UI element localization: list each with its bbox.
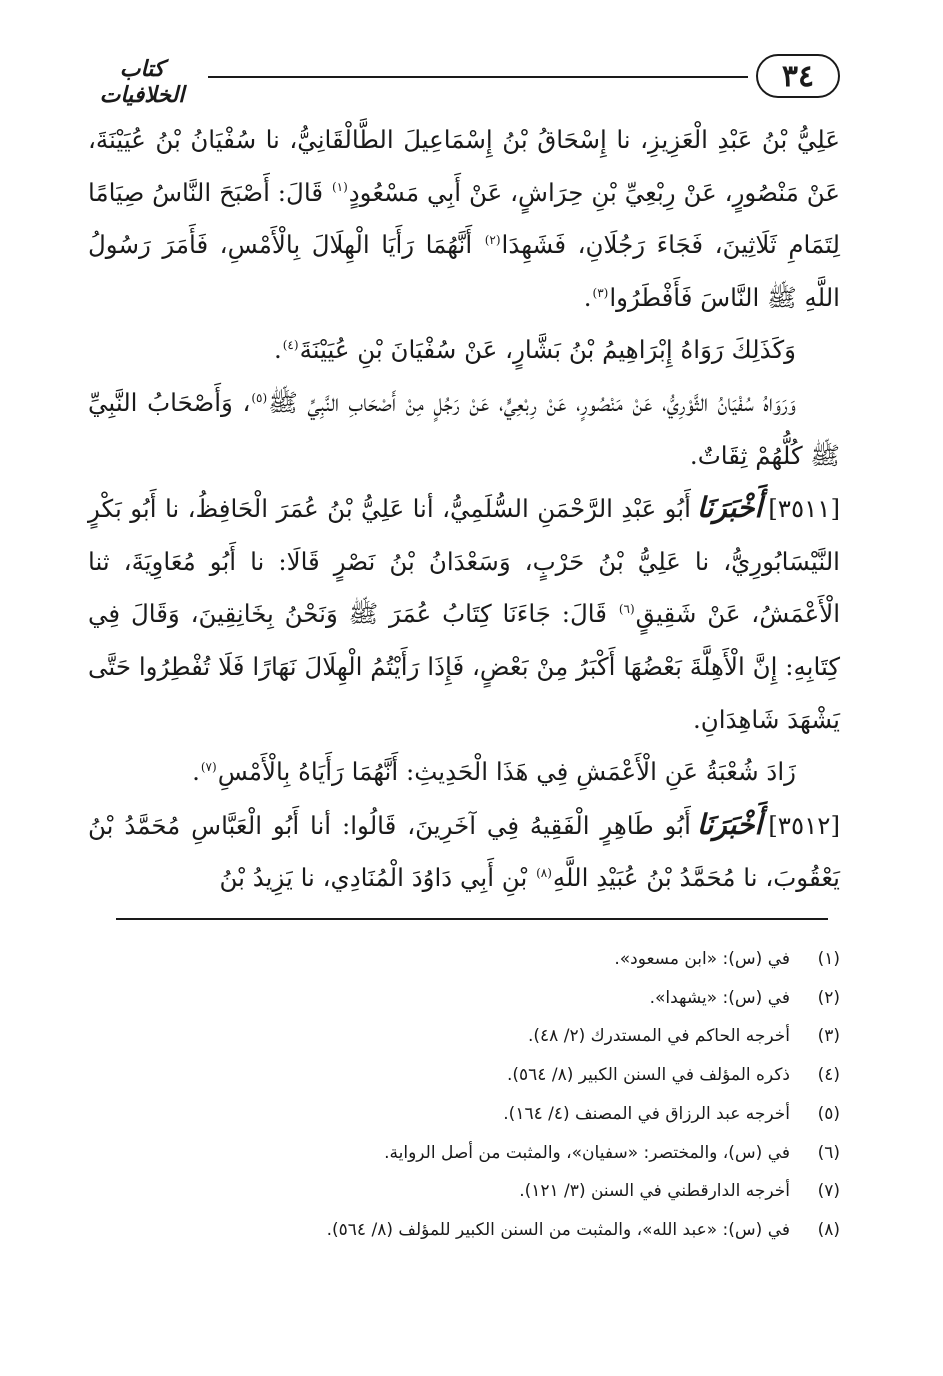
- text-run: بْنِ أَبِي دَاوُدَ الْمُنَادِي، نا يَزِيدُ بْنُ: [219, 863, 536, 893]
- text-run: وَرَوَاهُ سُفْيَانُ الثَّوْرِيُّ، عَنْ مَنْصُورٍ، عَنْ رِبْعِيٍّ، عَنْ رَجُلٍ مِنْ أَصْحَابِ النَّبِيِّ ﷺ: [268, 387, 797, 417]
- footnote-number: (٧): [817, 1181, 840, 1202]
- narration-number: [٣٥١٢]: [768, 810, 840, 840]
- footnote-number: (٦): [817, 1142, 840, 1163]
- footnote-ref: (٤): [282, 338, 299, 353]
- footnote-text: أخرجه عبد الرزاق في المصنف (٤/ ١٦٤).: [503, 1103, 790, 1124]
- akhbarana-heading: أَخْبَرَنَا: [696, 807, 763, 841]
- footnote-ref: (٢): [484, 233, 501, 248]
- footnote-item: [100, 1056, 840, 1095]
- paragraph: [88, 746, 840, 799]
- footnote-item: [100, 940, 840, 979]
- text-run: عَلِيُّ بْنُ عَبْدِ الْعَزِيزِ، نا إِسْحَاقُ بْنُ إِسْمَاعِيلَ الطَّالْقَانِيُّ، نا سُفْيَانُ بْنُ عُيَيْنَةَ، عَنْ مَنْصُورٍ، عَنْ رِبْعِيِّ بْنِ حِرَاشٍ، عَنْ أَبِي مَسْعُودٍ: [88, 125, 840, 207]
- footnote-text: في (س)، والمختصر: «سفيان»، والمثبت من أصل الرواية.: [384, 1142, 790, 1163]
- text-run: قَالَ: جَاءَنَا كِتَابُ عُمَرَ ﷺ وَنَحْنُ بِخَانِقِينَ، وَقَالَ فِي كِتَابِهِ: إِنَّ الْأَهِلَّةَ بَعْضُهَا أَكْبَرُ مِنْ بَعْضٍ، فَإِذَا رَأَيْتُمُ الْهِلَالَ نَهَارًا فَلَا تُفْطِرُوا حَتَّى يَشْهَدَ شَاهِدَانِ.: [88, 599, 841, 734]
- text-run: وَكَذَلِكَ رَوَاهُ إِبْرَاهِيمُ بْنُ بَشَّارٍ، عَنْ سُفْيَانَ بْنِ عُيَيْنَةَ: [299, 335, 796, 365]
- footnote-number: (٣): [817, 1026, 840, 1047]
- text-run: زَادَ شُعْبَةُ عَنِ الْأَعْمَشِ فِي هَذَا الْحَدِيثِ: أَنَّهُمَا رَأَيَاهُ بِالْأَمْسِ: [217, 757, 796, 787]
- footnote-ref: (٦): [618, 602, 635, 617]
- footnote-text: ذكره المؤلف في السنن الكبير (٨/ ٥٦٤).: [507, 1065, 790, 1086]
- footnote-text: أخرجه الحاكم في المستدرك (٢/ ٤٨).: [527, 1026, 790, 1047]
- footnote-number: (٢): [817, 987, 840, 1008]
- footnote-number: (٨): [817, 1219, 840, 1240]
- text-run: قَالَ: أَصْبَحَ النَّاسُ صِيَامًا لِتَمَامِ ثَلَاثِينَ، فَجَاءَ رَجُلَانِ، فَشَهِدَا: [88, 177, 840, 260]
- footnote-number: (١): [817, 949, 840, 969]
- paragraph: [88, 377, 840, 482]
- footnote-text: أخرجه الدارقطني في السنن (٣/ ١٢١).: [519, 1181, 790, 1202]
- footnote-item: [100, 1095, 840, 1134]
- footnote-ref: (٧): [200, 759, 217, 774]
- main-text: [88, 114, 840, 905]
- book-title: كتاب الخلافيات: [99, 56, 185, 108]
- footnote-text: في (س): «ابن مسعود».: [614, 949, 790, 969]
- footnote-ref: (٣): [592, 285, 609, 300]
- footnote-number: (٥): [817, 1103, 840, 1124]
- header-rule: [208, 76, 748, 78]
- text-run: ، وَأَصْحَابُ النَّبِيِّ ﷺ كُلُّهُمْ ثِقَاتٌ.: [88, 387, 840, 470]
- footnote-ref: (٥): [251, 390, 268, 405]
- text-run: أَبُو عَبْدِ الرَّحْمَنِ السُّلَمِيُّ، أنا عَلِيُّ بْنُ عُمَرَ الْحَافِظُ، نا أَبُو بَكْرٍ النَّيْسَابُورِيُّ، نا عَلِيُّ بْنُ حَرْبٍ، وَسَعْدَانُ بْنُ نَصْرٍ قَالَا: نا أَبُو مُعَاوِيَةَ، ثنا الْأَعْمَشُ، عَنْ شَقِيقٍ: [88, 494, 840, 629]
- page-number: ٣٤: [756, 54, 840, 98]
- text-run: .: [273, 335, 282, 365]
- footnote-number: (٤): [817, 1065, 840, 1086]
- text-run: .: [192, 757, 200, 787]
- footnote-list: [100, 940, 840, 1250]
- footnote-separator: [116, 918, 828, 920]
- footnote-item: [100, 1134, 840, 1173]
- footnote-text: في (س): «يشهدا».: [649, 987, 790, 1008]
- footnote-ref: (٨): [536, 866, 552, 881]
- footnote-text: في (س): «عبد الله»، والمثبت من السنن الكبير للمؤلف (٨/ ٥٦٤).: [326, 1219, 790, 1240]
- text-run: أَبُو طَاهِرٍ الْفَقِيهُ فِي آخَرِينَ، قَالُوا: أنا أَبُو الْعَبَّاسِ مُحَمَّدُ بْنُ يَعْقُوبَ، نا مُحَمَّدُ بْنُ عُبَيْدِ اللَّهِ: [88, 810, 840, 893]
- paragraph: [88, 114, 840, 324]
- akhbarana-heading: أَخْبَرَنَا: [696, 491, 763, 525]
- narration-number: [٣٥١١]: [768, 494, 840, 524]
- page-header: [80, 52, 840, 108]
- footnote-item: [100, 1172, 840, 1211]
- footnote-item: [100, 1211, 840, 1250]
- text-run: أَنَّهُمَا رَأَيَا الْهِلَالَ بِالْأَمْسِ، فَأَمَرَ رَسُولُ اللَّهِ ﷺ النَّاسَ فَأَفْطَرُوا: [88, 230, 840, 312]
- text-run: .: [583, 282, 592, 312]
- narration-paragraph: [88, 482, 840, 746]
- paragraph: [88, 324, 840, 377]
- footnote-item: [100, 979, 840, 1018]
- footnote-item: [100, 1017, 840, 1056]
- footnote-ref: (١): [331, 180, 348, 195]
- narration-paragraph: [88, 799, 840, 905]
- footnotes: [100, 940, 840, 1250]
